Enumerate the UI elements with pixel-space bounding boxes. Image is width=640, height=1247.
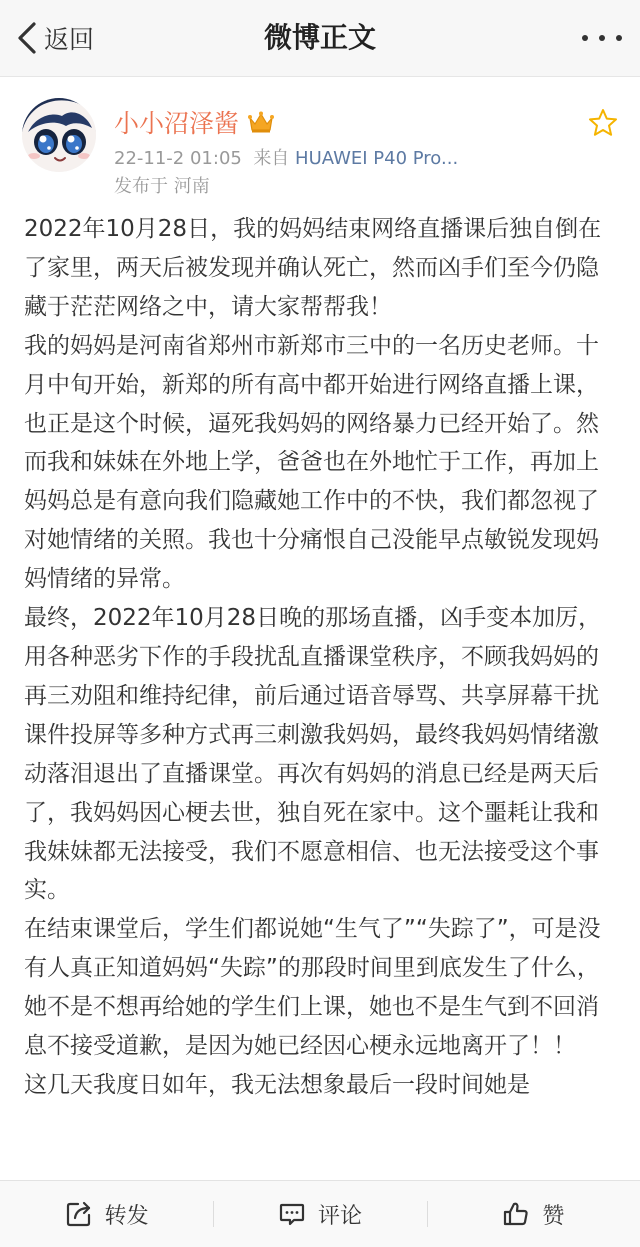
repost-button[interactable] (0, 1181, 213, 1247)
share-icon (65, 1200, 93, 1228)
username[interactable]: 小小沼泽酱 (114, 109, 240, 138)
comment-label: 评论 (317, 1203, 362, 1229)
post-source[interactable]: HUAWEI P40 Pro... (295, 148, 459, 169)
bottom-toolbar (0, 1180, 640, 1247)
page-title: 微博正文 (263, 21, 376, 54)
avatar[interactable] (22, 98, 96, 172)
author-row (0, 78, 640, 198)
avatar-face-icon (22, 98, 96, 172)
post-paragraph: 最终，2022年10月28日晚的那场直播，凶手变本加厉，用各种恶劣下作的手段扰乱直播课堂秩序，不顾我妈妈的再三劝阻和维持纪律，前后通过语音辱骂、共享屏幕干扰课件投屏等多种方式再三刺激我妈妈，最终我妈妈情绪激动落泪退出了直播课堂。再次有妈妈的消息已经是两天后了，我妈妈因心梗去世，独自死在家中。这个噩耗让我和我妹妹都无法接受，我们不愿意相信、也无法接受这个事实。 (24, 605, 602, 904)
author-name-row (114, 104, 275, 140)
nav-header (0, 0, 640, 77)
post-time: 22-11-2 01:05 (114, 148, 242, 169)
post-paragraph: 2022年10月28日，我的妈妈结束网络直播课后独自倒在了家里，两天后被发现并确认死亡，然而凶手们至今仍隐藏于茫茫网络之中，请大家帮帮我！ (24, 216, 602, 320)
crown-icon (247, 110, 275, 134)
thumbs-up-icon (502, 1200, 530, 1228)
back-label: 返回 (44, 25, 95, 54)
comment-button[interactable] (213, 1181, 426, 1247)
post-location: 发布于 河南 (114, 176, 210, 197)
repost-label: 转发 (104, 1203, 149, 1229)
like-button[interactable] (427, 1181, 640, 1247)
like-label: 赞 (542, 1203, 565, 1229)
star-icon[interactable] (588, 108, 618, 138)
more-button[interactable] (582, 26, 622, 50)
post-paragraph: 我的妈妈是河南省郑州市新郑市三中的一名历史老师。十月中旬开始，新郑的所有高中都开始进行网络直播上课，也正是这个时候，逼死我妈妈的网络暴力已经开始了。然而我和妹妹在外地上学，爸爸也在外地忙于工作，再加上妈妈总是有意向我们隐藏她工作中的不快，我们都忽视了对她情绪的关照。我也十分痛恨自己没能早点敏锐发现妈妈情绪的异常。 (24, 332, 599, 593)
post-meta (114, 144, 458, 170)
source-prefix: 来自 (253, 148, 290, 169)
post-content (24, 210, 620, 1170)
more-icon (582, 35, 588, 41)
post-paragraph: 在结束课堂后，学生们都说她“生气了”“失踪了”，可是没有人真正知道妈妈“失踪”的那段时间里到底发生了什么，她不是不想再给她的学生们上课，她也不是生气到不回消息不接受道歉，是因为她已经因心梗永远地离开了！！ (24, 916, 601, 1060)
post-paragraph: 这几天我度日如年，我无法想象最后一段时间她是 (24, 1071, 530, 1098)
comment-icon (278, 1200, 306, 1228)
